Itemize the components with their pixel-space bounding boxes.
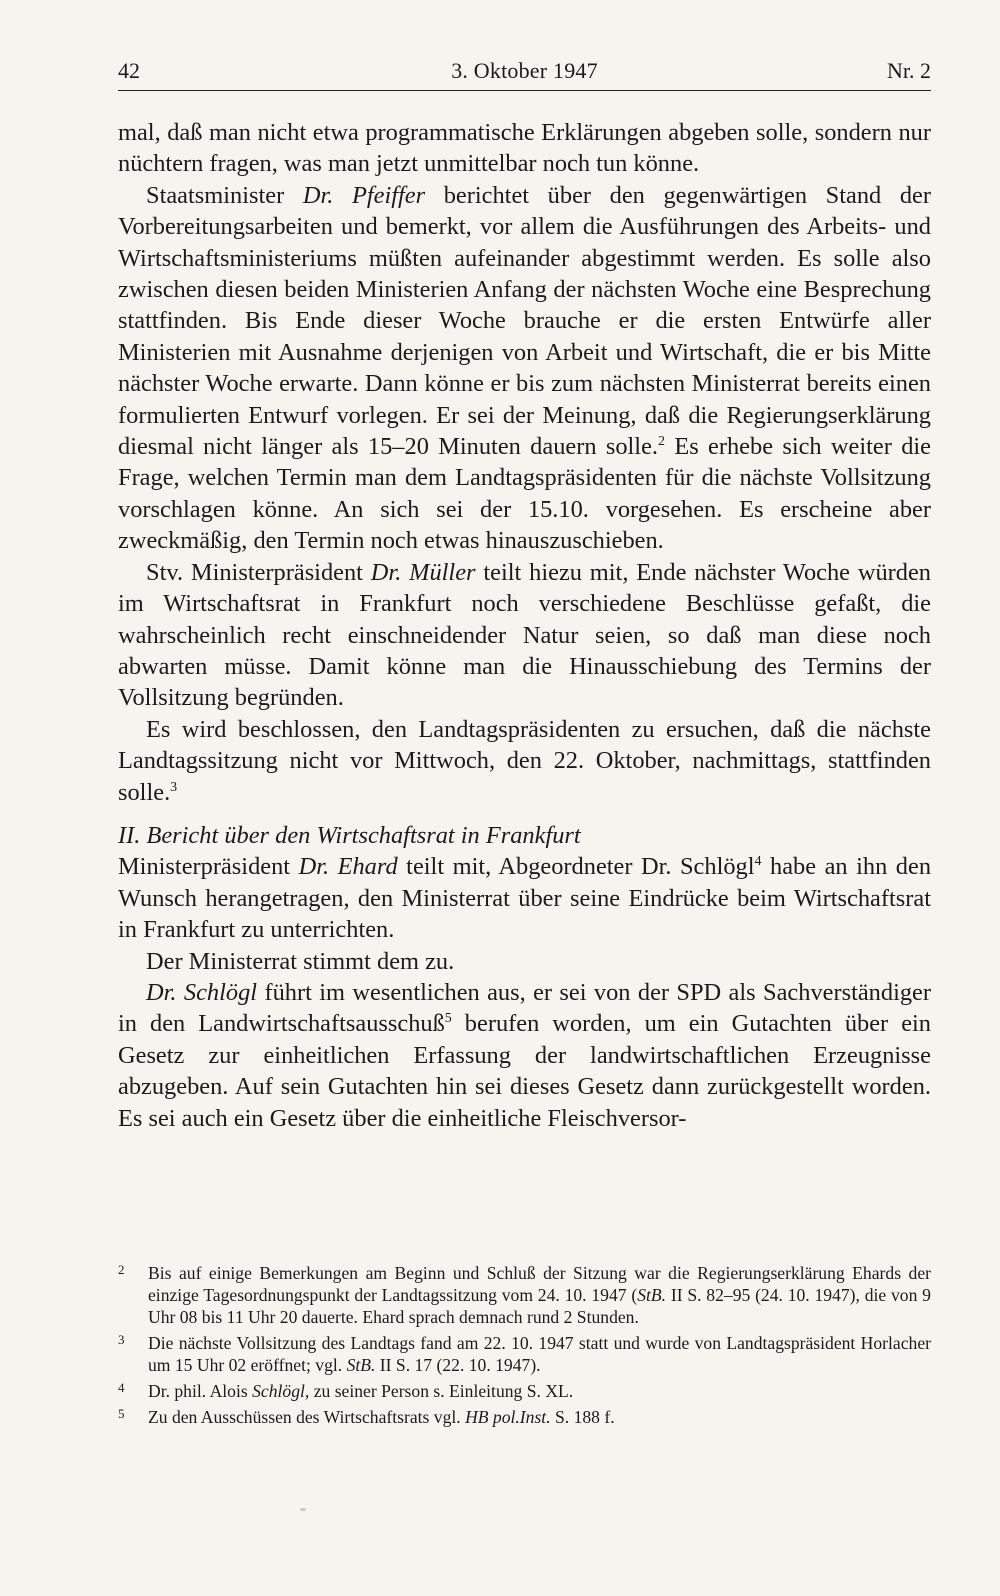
issue-number: Nr. 2: [887, 58, 931, 83]
person-name: Schlögl,: [252, 1381, 310, 1401]
footnote-3: [118, 1332, 931, 1376]
footnote-ref: 5: [444, 1011, 452, 1027]
text: teilt hiezu mit, Ende nächster Woche würden im Wirtschaftsrat in Frankfurt noch verschiedene Beschlüsse gefaßt, die wahrscheinlich recht einschneidender Natur seien, so daß man diese noch abwarten müsse. Damit könne man die Hinausschiebung des Termins der Vollsitzung begründen.: [118, 558, 931, 712]
text: berufen worden, um ein Gutachten über ein Gesetz zur einheitlichen Erfassung der landwirtschaftlichen Erzeugnisse abzugeben. Auf sein Gutachten hin sei dieses Gesetz dann zurückgestellt worden. Es sei auch ein Gesetz über die einheitliche Fleischversor-: [118, 1010, 931, 1132]
footnote-ref: 4: [754, 854, 762, 870]
paragraph-4: [118, 714, 931, 808]
text: Es wird beschlossen, den Landtagspräsidenten zu ersuchen, daß die nächste Landtagssitzung nicht vor Mittwoch, den 22. Oktober, nachmittags, stattfinden solle.: [118, 715, 931, 806]
paragraph-2: [118, 180, 931, 557]
header-date: 3. Oktober 1947: [451, 58, 598, 83]
page: [118, 58, 931, 1134]
text: habe an ihn den Wunsch herangetragen, den Ministerrat über seine Eindrücke beim Wirtschaftsrat in Frankfurt zu unterrichten.: [118, 853, 932, 944]
section-title: II. Bericht über den Wirtschaftsrat in Frankfurt: [118, 821, 581, 849]
text: Zu den Ausschüssen des Wirtschaftsrats vgl.: [148, 1407, 466, 1427]
main-text: [118, 117, 931, 1134]
paragraph-3: [118, 557, 931, 714]
footnote-mark: 3: [118, 1332, 125, 1347]
reference: HB pol.Inst.: [465, 1407, 551, 1427]
text: teilt mit, Abgeordneter Dr. Schlögl: [397, 853, 755, 881]
page-number: 42: [118, 58, 140, 83]
speaker-name: Dr. Pfeiffer: [302, 181, 426, 209]
footnotes: [118, 1262, 931, 1432]
reference: StB.: [637, 1285, 667, 1305]
text: Dr. phil. Alois: [148, 1381, 253, 1401]
footnote-mark: 5: [118, 1406, 125, 1421]
footnote-mark: 4: [118, 1380, 125, 1395]
footnote-mark: 2: [118, 1262, 125, 1277]
paragraph-1: mal, daß man nicht etwa programmatische Erklärungen abgeben solle, sondern nur nüchtern fragen, was man jetzt unmittelbar noch tun könne.: [118, 119, 931, 178]
text: Stv. Ministerpräsident: [146, 558, 371, 586]
footnote-ref: 2: [658, 434, 666, 450]
running-header: [118, 58, 931, 91]
paragraph-5: [118, 851, 931, 945]
speaker-name: Dr. Schlögl: [146, 978, 258, 1006]
text: führt im wesentlichen aus, er sei von der SPD als Sachverständiger in den Landwirtschaftsausschuß: [118, 978, 931, 1038]
footnote-4: [118, 1380, 931, 1402]
paragraph-7: [118, 977, 931, 1134]
footnote-5: [118, 1406, 931, 1428]
speaker-name: Dr. Müller: [370, 558, 476, 586]
reference: StB.: [346, 1355, 376, 1375]
footnote-2: [118, 1262, 931, 1328]
text: Es erhebe sich weiter die Frage, welchen Termin man dem Landtagspräsidenten für die nächste Vollsitzung vorschlagen könne. An sich sei der 15.10. vorgesehen. Es erscheine aber zweckmäßig, den Termin noch etwas hinauszuschieben.: [118, 433, 931, 555]
text: berichtet über den gegenwärtigen Stand der Vorbereitungsarbeiten und bemerkt, vor allem die Ausführungen des Arbeits- und Wirtschaftsministeriums müßten aufeinander abgestimmt werden. Es solle also zwischen diesen beiden Ministerien Anfang der nächsten Woche eine Besprechung stattfinden. Bis Ende dieser Woche brauche er die ersten Entwürfe aller Ministerien mit Ausnahme derjenigen von Arbeit und Wirtschaft, die er bis Mitte nächster Woche erwarte. Dann könne er bis zum nächsten Ministerrat bereits einen formulierten Entwurf vorlegen. Er sei der Meinung, daß die Regierungserklärung diesmal nicht länger als 15–20 Minuten dauern solle.: [118, 181, 932, 461]
text: Staatsminister: [146, 181, 303, 209]
text: II S. 82–95 (24. 10. 1947), die von 9 Uhr 08 bis 11 Uhr 20 dauerte. Ehard sprach demnach rund 2 Stunden.: [148, 1285, 931, 1327]
text: Bis auf einige Bemerkungen am Beginn und Schluß der Sitzung war die Regierungserklärung Ehards der einzige Tagesordnungspunkt der Landtagssitzung vom 24. 10. 1947 (: [148, 1263, 931, 1305]
paragraph-6: Der Ministerrat stimmt dem zu.: [146, 947, 455, 975]
text: II S. 17 (22. 10. 1947).: [375, 1355, 541, 1375]
text: Ministerpräsident: [118, 853, 299, 881]
footnote-ref: 3: [170, 779, 178, 795]
speaker-name: Dr. Ehard: [298, 853, 398, 881]
text: Die nächste Vollsitzung des Landtags fand am 22. 10. 1947 statt und wurde von Landtagspräsident Horlacher um 15 Uhr 02 eröffnet; vgl.: [148, 1333, 931, 1375]
paper-mark: [300, 1508, 306, 1511]
text: zu seiner Person s. Einleitung S. XL.: [309, 1381, 574, 1401]
text: S. 188 f.: [550, 1407, 615, 1427]
